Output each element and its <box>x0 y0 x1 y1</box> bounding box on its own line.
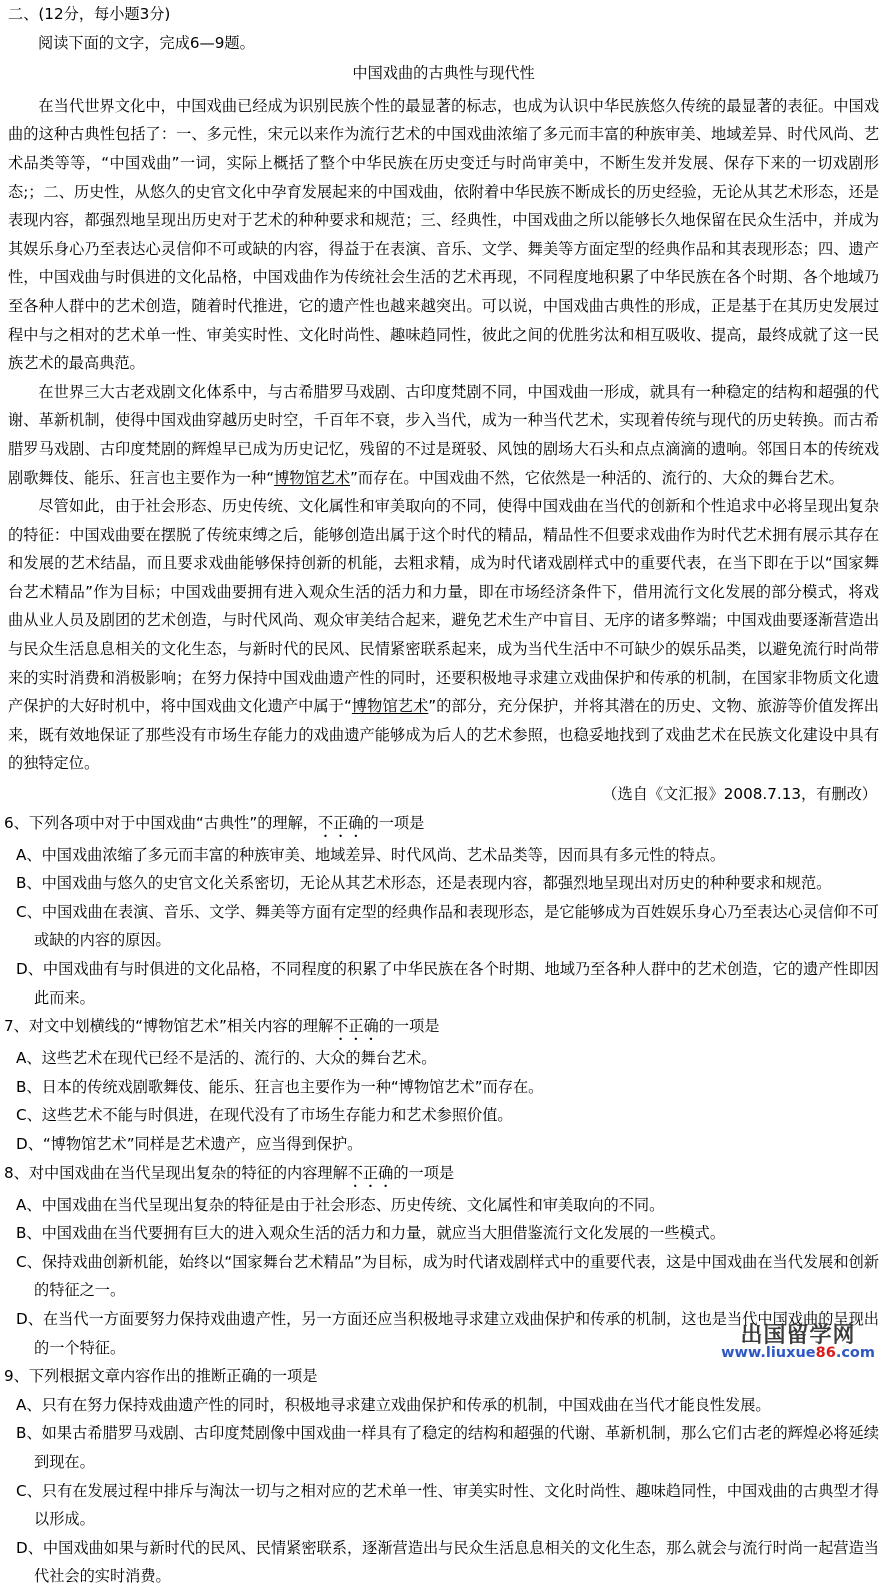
paragraph-3-text-a: 尽管如此，由于社会形态、历史传统、文化属性和审美取向的不同，使得中国戏曲在当代的创新和个性追求中必将呈现出复杂的特征：中国戏曲要在摆脱了传统束缚之后，能够创造出属于这个时代的精品，精品性不但要求戏曲作为时代艺术拥有展示其存在和发展的艺术结晶，而且要求戏曲能够保持创新的机能，去粗求精，成为时代诸戏剧样式中的重要代表，在当下即在于以“国家舞台艺术精品”作为目标；中国戏曲要拥有进入观众生活的活力和力量，即在市场经济条件下，借用流行文化发展的部分模式，将戏曲从业人员及剧团的艺术创造，与时代风尚、观众审美结合起来，避免艺术生产中盲目、无序的诸多弊端；中国戏曲要逐渐营造出与民众生活息息相关的文化生态，与新时代的民风、民情紧密联系起来，成为当代生活中不可缺少的娱乐品类，以避免流行时尚带来的实时消费和消极影响；在努力保持中国戏曲遗产性的同时，还要积极地寻求建立戏曲保护和传承的机制，在国家非物质文化遗产保护的大好时机中，将中国戏曲文化遗产中属于“ <box>8 497 879 716</box>
paragraph-3-text-b: ”的部分，充分保护，并将其潜在的历史、文物、旅游等价值发挥出来，既有效地保证了那些没有市场生存能力的戏曲遗产能够成为后人的艺术参照，也稳妥地找到了戏曲艺术在民族文化建设中具有的独特定位。 <box>8 697 879 773</box>
question-6-option-c: C、中国戏曲在表演、音乐、文学、舞美等方面有定型的经典作品和表现形态，是它能够成为百姓娱乐身心乃至表达心灵信仰不可或缺的内容的原因。 <box>16 902 879 950</box>
question-6-option-b: B、中国戏曲与悠久的史官文化关系密切，无论从其艺术形态，还是表现内容，都强烈地呈现出对历史的种种要求和规范。 <box>16 874 832 893</box>
question-7-number: 7、 <box>4 1017 29 1036</box>
question-9-option-d: D、中国戏曲如果与新时代的民风、民情紧密联系，逐渐营造出与民众生活息息相关的文化生态，那么就会与流行时尚一起营造当代社会的实时消费。 <box>16 1538 879 1586</box>
question-8-option-b: B、中国戏曲在当代要拥有巨大的进入观众生活的活力和力量，就应当大胆借鉴流行文化发展的一些模式。 <box>16 1224 726 1243</box>
question-7-option-d: D、“博物馆艺术”同样是艺术遗产，应当得到保护。 <box>16 1134 363 1153</box>
question-8-stem-before: 对中国戏曲在当代呈现出复杂的特征的内容理解 <box>28 1163 348 1182</box>
question-9-stem <box>0 1362 887 1391</box>
watermark-url <box>721 1346 875 1361</box>
watermark-site-name: 出国留学网 <box>740 1322 856 1348</box>
underlined-term-museum-art-2: 博物馆艺术 <box>351 697 429 716</box>
question-9-option-c: C、只有在发展过程中排斥与淘汰一切与之相对应的艺术单一性、审美实时性、文化时尚性、趣味趋同性，中国戏曲的古典型才得以形成。 <box>16 1481 879 1529</box>
paragraph-2-text-a: 在世界三大古老戏剧文化体系中，与古希腊罗马戏剧、古印度梵剧不同，中国戏曲一形成，就具有一种稳定的结构和超强的代谢、革新机制，使得中国戏曲穿越历史时空，千百年不衰，步入当代，成为一种当代艺术，实现着传统与现代的历史转换。而古希腊罗马戏剧、古印度梵剧的辉煌早已成为历史记忆，残留的不过是斑驳、风蚀的剧场大石头和点点滴滴的遗响。邻国日本的传统戏剧歌舞伎、能乐、狂言也主要作为一种“ <box>8 382 879 487</box>
article-paragraph-3 <box>0 492 887 778</box>
article-paragraph-1 <box>0 92 887 378</box>
question-7-emphasis: 不正确 <box>333 1017 379 1036</box>
question-6-stem-before: 下列各项中对于中国戏曲“古典性”的理解， <box>28 813 318 832</box>
question-7-stem-after: 的一项是 <box>378 1017 440 1036</box>
question-8-stem-after: 的一项是 <box>393 1163 455 1182</box>
underlined-term-museum-art-1: 博物馆艺术 <box>274 468 350 487</box>
question-8-number: 8、 <box>4 1163 29 1182</box>
question-6-stem <box>0 809 887 841</box>
question-8-option-c: C、保持戏曲创新机能，始终以“国家舞台艺术精品”为目标，成为时代诸戏剧样式中的重要代表，这是中国戏曲在当代发展和创新的特征之一。 <box>16 1252 879 1300</box>
question-6-option-a: A、中国戏曲浓缩了多元而丰富的种族审美、地域差异、时代风尚、艺术品类等，因而具有多元性的特点。 <box>16 845 726 864</box>
question-8-stem <box>0 1159 887 1191</box>
watermark-url-accent: 86 <box>815 1345 836 1362</box>
question-7-option-a: A、这些艺术在现代已经不是活的、流行的、大众的舞台艺术。 <box>16 1049 437 1068</box>
question-7-stem <box>0 1012 887 1044</box>
question-7-option-b: B、日本的传统戏剧歌舞伎、能乐、狂言也主要作为一种“博物馆艺术”而存在。 <box>16 1077 544 1096</box>
watermark-url-prefix: www.liuxue <box>721 1345 816 1362</box>
question-8-option-d: D、在当代一方面要努力保持戏曲遗产性，另一方面还应当积极地寻求建立戏曲保护和传承的机制，这也是当代中国戏曲的呈现出的一个特征。 <box>16 1309 879 1357</box>
question-6-stem-after: 的一项是 <box>363 813 425 832</box>
question-9-option-a: A、只有在努力保持戏曲遗产性的同时，积极地寻求建立戏曲保护和传承的机制，中国戏曲在当代才能良性发展。 <box>16 1395 771 1414</box>
question-6-emphasis: 不正确 <box>317 813 364 832</box>
question-9-option-b: B、如果古希腊罗马戏剧、古印度梵剧像中国戏曲一样具有了稳定的结构和超强的代谢、革新机制，那么它们古老的辉煌必将延续到现在。 <box>16 1424 879 1471</box>
paragraph-1-text: 在当代世界文化中，中国戏曲已经成为识别民族个性的最显著的标志，也成为认识中华民族悠久传统的最显著的表征。中国戏曲的这种古典性包括了：一、多元性，宋元以来作为流行艺术的中国戏曲浓缩了多元而丰富的种族审美、地域差异、时代风尚、艺术品类等等，“中国戏曲”一词，实际上概括了整个中华民族在历史变迁与时尚审美中，不断生发并发展、保存下来的一切戏剧形态;；二、历史性，从悠久的史官文化中孕育发展起来的中国戏曲，依附着中华民族不断成长的历史经验，无论从其艺术形态，还是表现内容，都强烈地呈现出历史对于艺术的种种要求和规范；三、经典性，中国戏曲之所以能够长久地保留在民众生活中，并成为其娱乐身心乃至表达心灵信仰不可或缺的内容，得益于在表演、音乐、文学、舞美等方面定型的经典作品和其表现形态；四、遗产性，中国戏曲与时俱进的文化品格，中国戏曲作为传统社会生活的艺术再现，不同程度地积累了中华民族在各个时期、各个地域乃至各种人群中的艺术创造，随着时代推进，它的遗产性也越来越突出。可以说，中国戏曲古典性的形成，正是基于在其历史发展过程中与之相对的艺术单一性、审美实时性、文化时尚性、趣味趋同性，彼此之间的优胜劣汰和相互吸收、提高，最终成就了这一民族艺术的最高典范。 <box>8 96 879 373</box>
article-paragraph-2 <box>0 378 887 492</box>
article-title: 中国戏曲的古典性与现代性 <box>352 64 535 83</box>
site-watermark <box>721 1322 875 1362</box>
reading-instruction: 阅读下面的文字，完成6—9题。 <box>38 33 255 52</box>
question-6-number: 6、 <box>4 813 29 832</box>
question-6-option-d: D、中国戏曲有与时俱进的文化品格，不同程度的积累了中华民族在各个时期、地域乃至各种人群中的艺术创造，它的遗产性即因此而来。 <box>16 960 879 1007</box>
section-heading: 二、(12分，每小题3分) <box>8 5 171 23</box>
question-7-stem-before: 对文中划横线的“博物馆艺术”相关内容的理解 <box>28 1017 334 1036</box>
watermark-url-suffix: .com <box>835 1345 875 1362</box>
question-9-stem-before: 下列根据文章内容作出的推断正确的一项是 <box>28 1367 318 1386</box>
question-8-emphasis: 不正确 <box>347 1163 394 1182</box>
paragraph-2-text-b: ”而存在。中国戏曲不然，它依然是一种活的、流行的、大众的舞台艺术。 <box>350 468 844 487</box>
question-8-option-a: A、中国戏曲在当代呈现出复杂的特征是由于社会形态、历史传统、文化属性和审美取向的不同。 <box>16 1195 665 1214</box>
question-9-number: 9、 <box>4 1367 29 1386</box>
article-source-note: （选自《文汇报》2008.7.13，有删改） <box>602 785 877 804</box>
question-7-option-c: C、这些艺术不能与时俱进，在现代没有了市场生存能力和艺术参照价值。 <box>16 1106 513 1125</box>
